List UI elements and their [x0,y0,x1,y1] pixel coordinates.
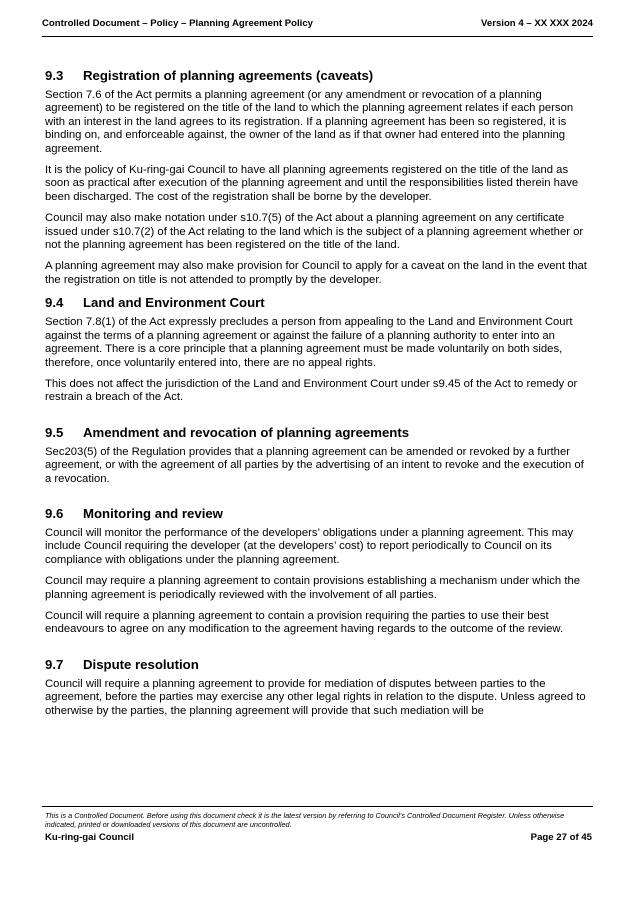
section-heading [45,68,592,83]
paragraph: Council may also make notation under s10.7(5) of the Act about a planning agreement on any certificate issued under s10.7(2) of the Act relating to the land which is the subject of a planning agreement whether or not the planning agreement has been registered on the title of the land. [45,212,584,252]
page-header [42,16,593,37]
section-title: Amendment and revocation of planning agreements [83,424,410,440]
footer-organisation: Ku-ring-gai Council [45,832,134,843]
paragraph: Council will require a planning agreement to provide for mediation of disputes between parties to the agreement, before the parties may exercise any other legal rights in relation to the dispute. Unless agreed to otherwise by the parties, the planning agreement will provide that such mediation will be [45,677,586,717]
header-document-title: Controlled Document – Policy – Planning Agreement Policy [42,18,313,29]
paragraph: Section 7.8(1) of the Act expressly precludes a person from appealing to the Land and Environment Court against the terms of a planning agreement or against the failure of a planning authority to enter into an agreement. There is a core principle that a planning agreement must be made voluntarily on both sides, therefore, once voluntarily entered into, there are no appeal rights. [45,316,573,369]
section-heading [45,425,592,440]
paragraph: Council will monitor the performance of the developers’ obligations under a planning agreement. This may include Council requiring the developer (at the developers’ cost) to report periodically to Council on its compliance with obligations under the planning agreement. [45,526,574,566]
document-body [45,68,592,726]
section-heading [45,657,592,672]
section-heading [45,295,592,310]
section-9-4 [45,295,592,404]
section-title: Land and Environment Court [83,295,265,311]
section-number: 9.6 [45,505,64,521]
section-number: 9.4 [45,295,64,311]
page-number: Page 27 of 45 [530,832,592,843]
section-title: Dispute resolution [83,656,199,672]
footer-divider [42,806,593,807]
section-number: 9.5 [45,424,64,440]
section-number: 9.3 [45,68,64,83]
paragraph: Council will require a planning agreement to contain a provision requiring the parties to use their best endeavours to agree on any modification to the agreement having regards to the outcome of the review. [45,609,564,636]
section-9-5 [45,425,592,486]
section-9-7 [45,657,592,718]
paragraph: A planning agreement may also make provision for Council to apply for a caveat on the land in the event that the registration on title is not attended to promptly by the developer. [45,260,587,286]
section-title: Monitoring and review [83,505,223,521]
section-heading [45,506,592,521]
section-9-6 [45,506,592,637]
paragraph: Sec203(5) of the Regulation provides that a planning agreement can be amended or revoked by a further agreement, or with the agreement of all parties by the advertising of an intent to revoke and the execution of a revocation. [45,445,584,485]
footer-controlled-note: This is a Controlled Document. Before using this document check it is the latest version by referring to Council’s Controlled Document Register. Unless otherwise indicated, printed or downloaded versions of this document are uncontrolled. [45,811,565,830]
section-9-3 [45,68,592,287]
paragraph: It is the policy of Ku-ring-gai Council to have all planning agreements registered on the title of the land as soon as practical after execution of the planning agreement and until the responsibilities listed therein have been discharged. The cost of the registration shall be borne by the developer. [45,164,579,203]
paragraph: Section 7.6 of the Act permits a planning agreement (or any amendment or revocation of a planning agreement) to be registered on the title of the land to which the planning agreement relates if each person with an interest in the land agrees to its registration. If a planning agreement has been so registered, it is binding on, and enforceable against, the owner of the land as if that owner had entered into the planning agreement. [45,89,574,155]
header-version: Version 4 – XX XXX 2024 [481,18,593,29]
section-number: 9.7 [45,656,64,672]
section-title: Registration of planning agreements (caveats) [83,68,374,83]
paragraph: This does not affect the jurisdiction of the Land and Environment Court under s9.45 of the Act to remedy or restrain a breach of the Act. [45,377,578,404]
paragraph: Council may require a planning agreement to contain provisions establishing a mechanism under which the planning agreement is periodically reviewed with the involvement of all parties. [45,575,581,601]
